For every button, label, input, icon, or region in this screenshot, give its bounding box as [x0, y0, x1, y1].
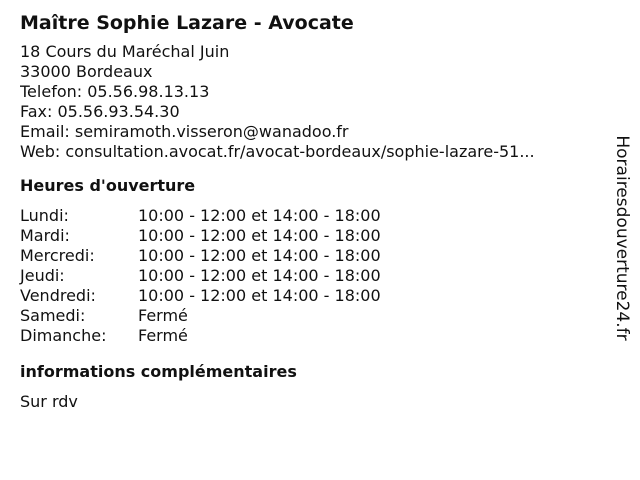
- opening-hours-table: [20, 206, 381, 346]
- day-hours: 10:00 - 12:00 et 14:00 - 18:00: [138, 226, 381, 245]
- day-label: Mercredi:: [20, 246, 95, 265]
- day-hours: 10:00 - 12:00 et 14:00 - 18:00: [138, 286, 381, 305]
- address-city: 33000 Bordeaux: [20, 62, 153, 81]
- hours-row-thursday: [20, 266, 381, 286]
- hours-row-tuesday: [20, 226, 381, 246]
- hours-row-saturday: [20, 306, 381, 326]
- day-label: Jeudi:: [20, 266, 65, 285]
- day-label: Samedi:: [20, 306, 86, 325]
- additional-info-heading: informations complémentaires: [20, 362, 297, 381]
- website-link[interactable]: Web: consultation.avocat.fr/avocat-bordeaux/sophie-lazare-51...: [20, 142, 535, 161]
- opening-hours-heading: Heures d'ouverture: [20, 176, 196, 195]
- day-hours: 10:00 - 12:00 et 14:00 - 18:00: [138, 206, 381, 225]
- email-address: Email: semiramoth.visseron@wanadoo.fr: [20, 122, 349, 141]
- fax-number: Fax: 05.56.93.54.30: [20, 102, 180, 121]
- day-label: Vendredi:: [20, 286, 96, 305]
- additional-info-text: Sur rdv: [20, 392, 78, 411]
- day-hours: 10:00 - 12:00 et 14:00 - 18:00: [138, 246, 381, 265]
- day-label: Dimanche:: [20, 326, 107, 345]
- hours-row-sunday: [20, 326, 381, 346]
- phone-number: Telefon: 05.56.98.13.13: [20, 82, 210, 101]
- site-watermark: Horairesdouverture24.fr: [612, 135, 632, 341]
- hours-row-monday: [20, 206, 381, 226]
- day-label: Mardi:: [20, 226, 70, 245]
- hours-row-friday: [20, 286, 381, 306]
- day-hours: Fermé: [138, 306, 188, 325]
- day-hours: Fermé: [138, 326, 188, 345]
- day-label: Lundi:: [20, 206, 69, 225]
- business-name: Maître Sophie Lazare - Avocate: [20, 12, 354, 34]
- business-card: [20, 10, 605, 412]
- address-street: 18 Cours du Maréchal Juin: [20, 42, 230, 61]
- hours-row-wednesday: [20, 246, 381, 266]
- day-hours: 10:00 - 12:00 et 14:00 - 18:00: [138, 266, 381, 285]
